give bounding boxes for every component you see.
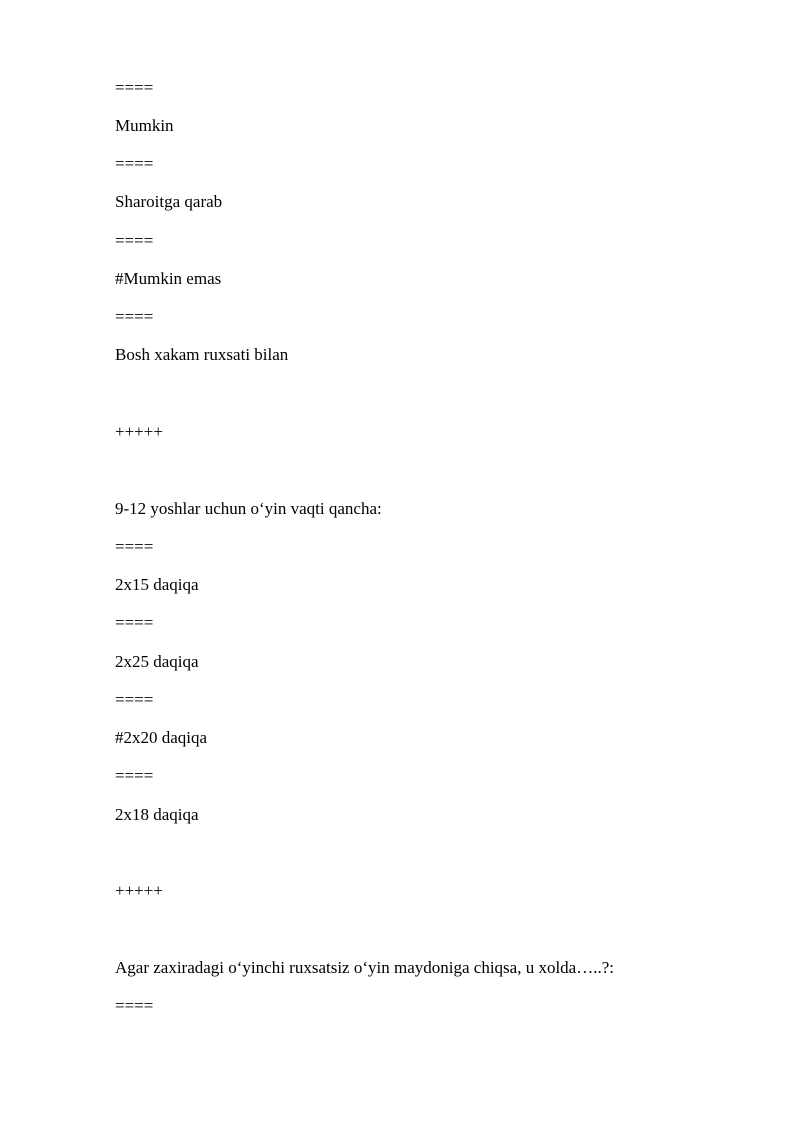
question-divider: +++++ bbox=[115, 881, 163, 900]
answer-option: Mumkin bbox=[115, 116, 174, 135]
answer-option: 2x18 daqiqa bbox=[115, 805, 199, 824]
separator: ==== bbox=[115, 537, 154, 556]
separator: ==== bbox=[115, 154, 154, 173]
answer-option: 2x15 daqiqa bbox=[115, 575, 199, 594]
separator: ==== bbox=[115, 613, 154, 632]
question-text: 9-12 yoshlar uchun o‘yin vaqti qancha: bbox=[115, 499, 382, 518]
separator: ==== bbox=[115, 78, 154, 97]
separator: ==== bbox=[115, 231, 154, 250]
correct-answer: #Mumkin emas bbox=[115, 269, 222, 288]
correct-answer: #2x20 daqiqa bbox=[115, 728, 208, 747]
separator: ==== bbox=[115, 307, 154, 326]
question-text: Agar zaxiradagi o‘yinchi ruxsatsiz o‘yin maydoniga chiqsa, u xolda…..?: bbox=[115, 958, 614, 977]
answer-option: 2x25 daqiqa bbox=[115, 652, 199, 671]
separator: ==== bbox=[115, 766, 154, 785]
separator: ==== bbox=[115, 996, 154, 1015]
question-divider: +++++ bbox=[115, 422, 163, 441]
answer-option: Sharoitga qarab bbox=[115, 192, 223, 211]
answer-option: Bosh xakam ruxsati bilan bbox=[115, 345, 289, 364]
separator: ==== bbox=[115, 690, 154, 709]
